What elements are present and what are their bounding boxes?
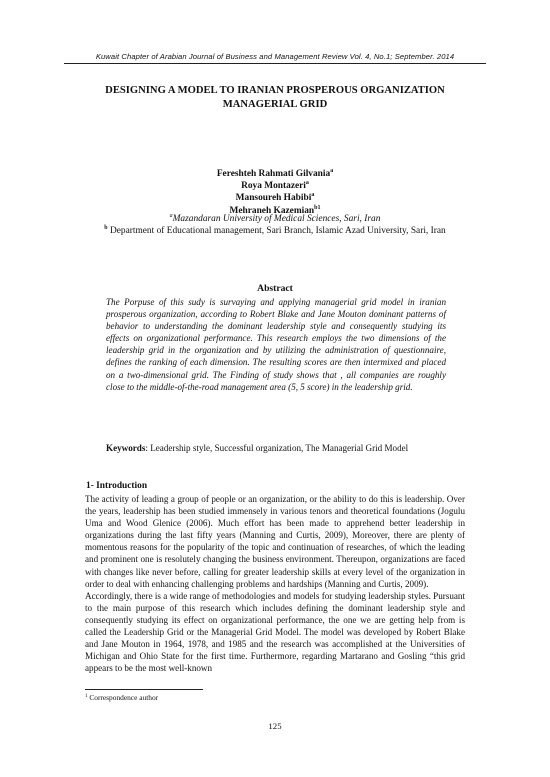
keywords-text: : Leadership style, Successful organization, The Managerial Grid Model (145, 443, 409, 453)
author: Roya Montazeri$^a$ (241, 180, 309, 192)
paper-title (70, 84, 480, 112)
introduction-body (85, 493, 465, 674)
abstract-heading: Abstract (257, 283, 293, 294)
title-line-2: MANAGERIAL GRID (222, 99, 328, 110)
affiliation-b: $^b$ Department of Educational management, Sari Branch, Islamic Azad University, Sari, Iran (104, 225, 446, 237)
author: Mehraneh Kazemian$^{b1}$ (229, 204, 321, 216)
paragraph: The activity of leading a group of people or an organization, or the ability to do this is leadership. Over the years, leadership has been studied immensely in various tenors and theoretical foundations (Jogulu Uma and Wood Glenice (2006). Much effort has been made to apprehend better leadership in organizations during the last fifty years (Manning and Curtis, 2009), Moreover, there are plenty of momentous reasons for the popularity of the topic and continuation of researches, of which the leading and prominent one is resolutely changing the business environment. Thereupon, organizations are faced with changes like never before, calling for greater leadership skills at every level of the organization in order to deal with enhancing challenging problems and hardships (Manning and Curtis, 2009). (85, 494, 465, 589)
abstract-text: The Porpuse of this sudy is survaying and applying managerial grid model in iranian prosperous organization, according to Robert Blake and Jane Mouton dominant patterns of behavior to understanding the dominant leadership style and consequently studying its effects on organizational performance. This research employs the two dimensions of the leadership grid in the organization and by utilizing the administration of questionnaire, defines the ranking of each dimension. The resulting scores are then intermixed and placed on a two-dimensional grid. The Finding of study shows that , all companies are roughly close to the middle-of-the-road management area (5, 5 score) in the leadership grid. (106, 297, 446, 392)
section-heading-introduction: 1- Introduction (86, 481, 148, 491)
footnote-rule (85, 689, 203, 690)
running-header: Kuwait Chapter of Arabian Journal of Business and Management Review Vol. 4, No.1; September. 2014 (95, 52, 455, 61)
footnote: $^1$ Correspondence author (85, 693, 159, 702)
author: Mansoureh Habibi$^a$ (235, 192, 315, 204)
keywords-label: Keywords (106, 443, 146, 453)
affiliation-a: $^a$Mazandaran University of Medical Sciences, Sari, Iran (169, 213, 381, 224)
author-list (70, 168, 480, 217)
author: Fereshteh Rahmati Gilvania$^a$ (216, 168, 334, 179)
header-rule (64, 63, 486, 64)
page-number: 125 (268, 721, 282, 731)
keywords (106, 442, 446, 454)
title-line-1: DESIGNING A MODEL TO IRANIAN PROSPEROUS ORGANIZATION (105, 85, 445, 96)
paragraph: Accordingly, there is a wide range of methodologies and models for studying leadership styles. Pursuant to the main purpose of this research which includes defining the dominant leadership style and consequently studying its effect on organizational performance, the one we are getting help from is called the Leadership Grid or the Managerial Grid Model. The model was developed by Robert Blake and Jane Mouton in 1964, 1978, and 1985 and the research was accomplished at the Universities of Michigan and Ohio State for the first time. Furthermore, regarding Martarano and Gosling “this grid appears to be the most well-known (85, 590, 465, 674)
affiliations (100, 213, 450, 237)
